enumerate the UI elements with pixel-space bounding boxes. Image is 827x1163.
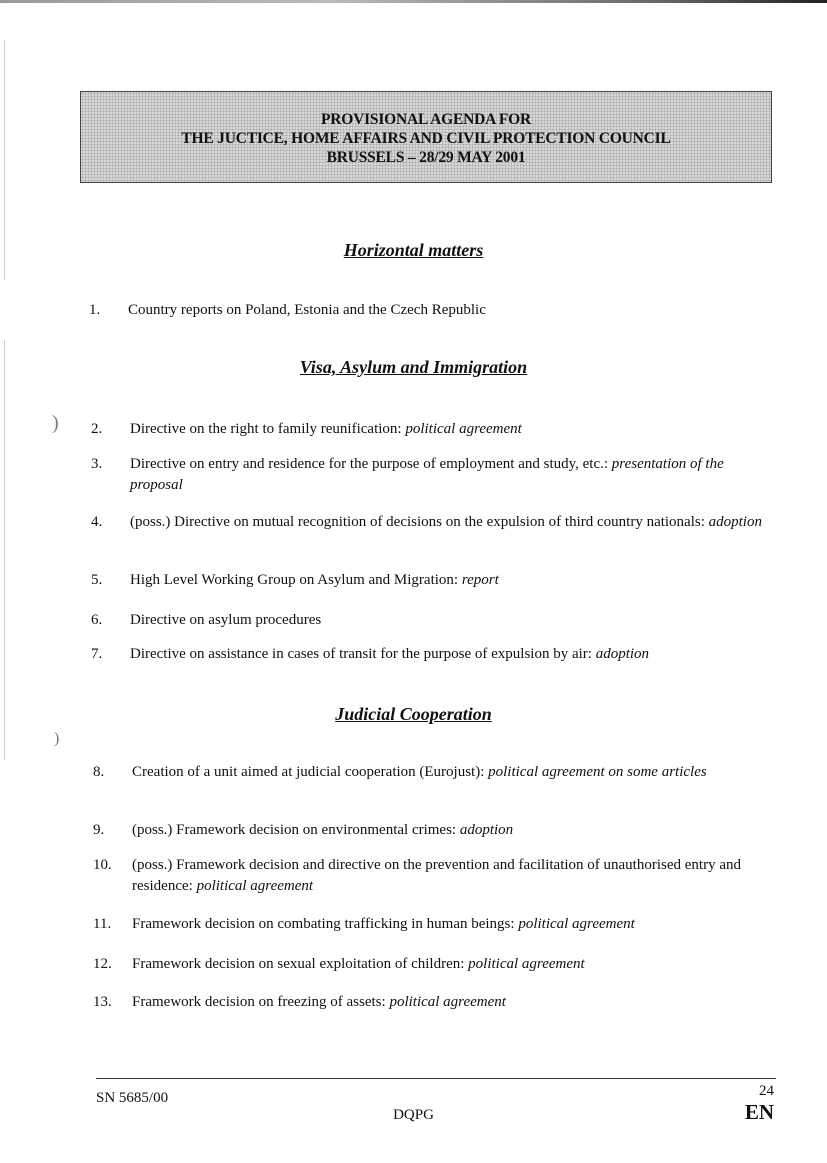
item-status: political agreement on some articles — [488, 764, 707, 780]
item-text: Directive on entry and residence for the purpose of employment and study, etc.: — [130, 456, 612, 472]
agenda-item — [93, 914, 773, 935]
agenda-item — [93, 855, 773, 897]
item-text: Directive on assistance in cases of transit for the purpose of expulsion by air: — [130, 646, 596, 662]
agenda-item — [91, 419, 771, 440]
agenda-item — [91, 570, 771, 591]
item-number: 9. — [93, 822, 105, 838]
language-code: EN — [744, 1100, 774, 1124]
binding-mark: ) — [54, 730, 60, 747]
item-text: Directive on the right to family reunification: — [130, 421, 406, 437]
agenda-item — [93, 992, 773, 1013]
agenda-item — [93, 762, 773, 783]
binding-mark: ) — [52, 412, 59, 434]
item-text: Framework decision on sexual exploitation of children: — [132, 956, 469, 972]
item-status: political agreement — [196, 878, 314, 894]
item-text: (poss.) Framework decision and directive on the prevention and facilitation of unauthorised entry and residence: — [132, 857, 741, 894]
item-status: presentation of the proposal — [130, 456, 724, 493]
title-line-1: PROVISIONAL AGENDA FOR — [320, 111, 532, 128]
item-number: 2. — [91, 421, 103, 437]
item-text: (poss.) Directive on mutual recognition of decisions on the expulsion of third country nationals: — [130, 514, 709, 530]
item-number: 11. — [93, 916, 112, 932]
agenda-item — [91, 454, 771, 496]
section-heading-judicial: Judicial Cooperation — [335, 704, 492, 724]
top-rule — [0, 0, 827, 3]
section-heading-horizontal: Horizontal matters — [343, 240, 484, 260]
item-status: adoption — [595, 646, 650, 662]
item-number: 13. — [93, 994, 112, 1010]
agenda-title-box — [80, 91, 772, 183]
item-text: High Level Working Group on Asylum and Migration: — [130, 572, 462, 588]
title-line-3: BRUSSELS – 28/29 MAY 2001 — [326, 149, 526, 166]
item-status: adoption — [459, 822, 514, 838]
item-text: Directive on asylum procedures — [130, 612, 322, 628]
page-number: 24 — [759, 1083, 774, 1099]
agenda-item — [91, 644, 771, 665]
agenda-item — [91, 512, 771, 533]
item-number: 8. — [93, 764, 105, 780]
item-text: Framework decision on freezing of assets: — [132, 994, 390, 1010]
item-number: 6. — [91, 612, 103, 628]
agenda-item — [91, 610, 771, 631]
item-status: political agreement — [389, 994, 506, 1010]
item-status: report — [461, 572, 499, 588]
item-number: 10. — [93, 857, 112, 873]
item-number: 7. — [91, 646, 103, 662]
item-number: 1. — [89, 302, 101, 318]
item-number: 4. — [91, 514, 103, 530]
title-line-2: THE JUCTICE, HOME AFFAIRS AND CIVIL PROTECTION COUNCIL — [181, 130, 671, 147]
margin-line — [4, 340, 5, 760]
item-status: political agreement — [518, 916, 635, 932]
item-text: (poss.) Framework decision on environmental crimes: — [132, 822, 460, 838]
document-reference: SN 5685/00 — [96, 1090, 169, 1106]
item-status: political agreement — [468, 956, 585, 972]
item-text: Creation of a unit aimed at judicial cooperation (Eurojust): — [132, 764, 489, 780]
section-heading-visa: Visa, Asylum and Immigration — [299, 357, 528, 377]
item-text: Country reports on Poland, Estonia and the Czech Republic — [128, 302, 486, 318]
item-status: political agreement — [405, 421, 522, 437]
footer-rule — [96, 1078, 776, 1079]
agenda-item — [89, 300, 769, 321]
agenda-item — [93, 954, 773, 975]
department-code: DQPG — [393, 1107, 434, 1123]
item-number: 12. — [93, 956, 112, 972]
item-text: Framework decision on combating trafficking in human beings: — [132, 916, 519, 932]
item-status: adoption — [708, 514, 762, 530]
item-number: 5. — [91, 572, 103, 588]
item-number: 3. — [91, 456, 103, 472]
agenda-item — [93, 820, 773, 841]
